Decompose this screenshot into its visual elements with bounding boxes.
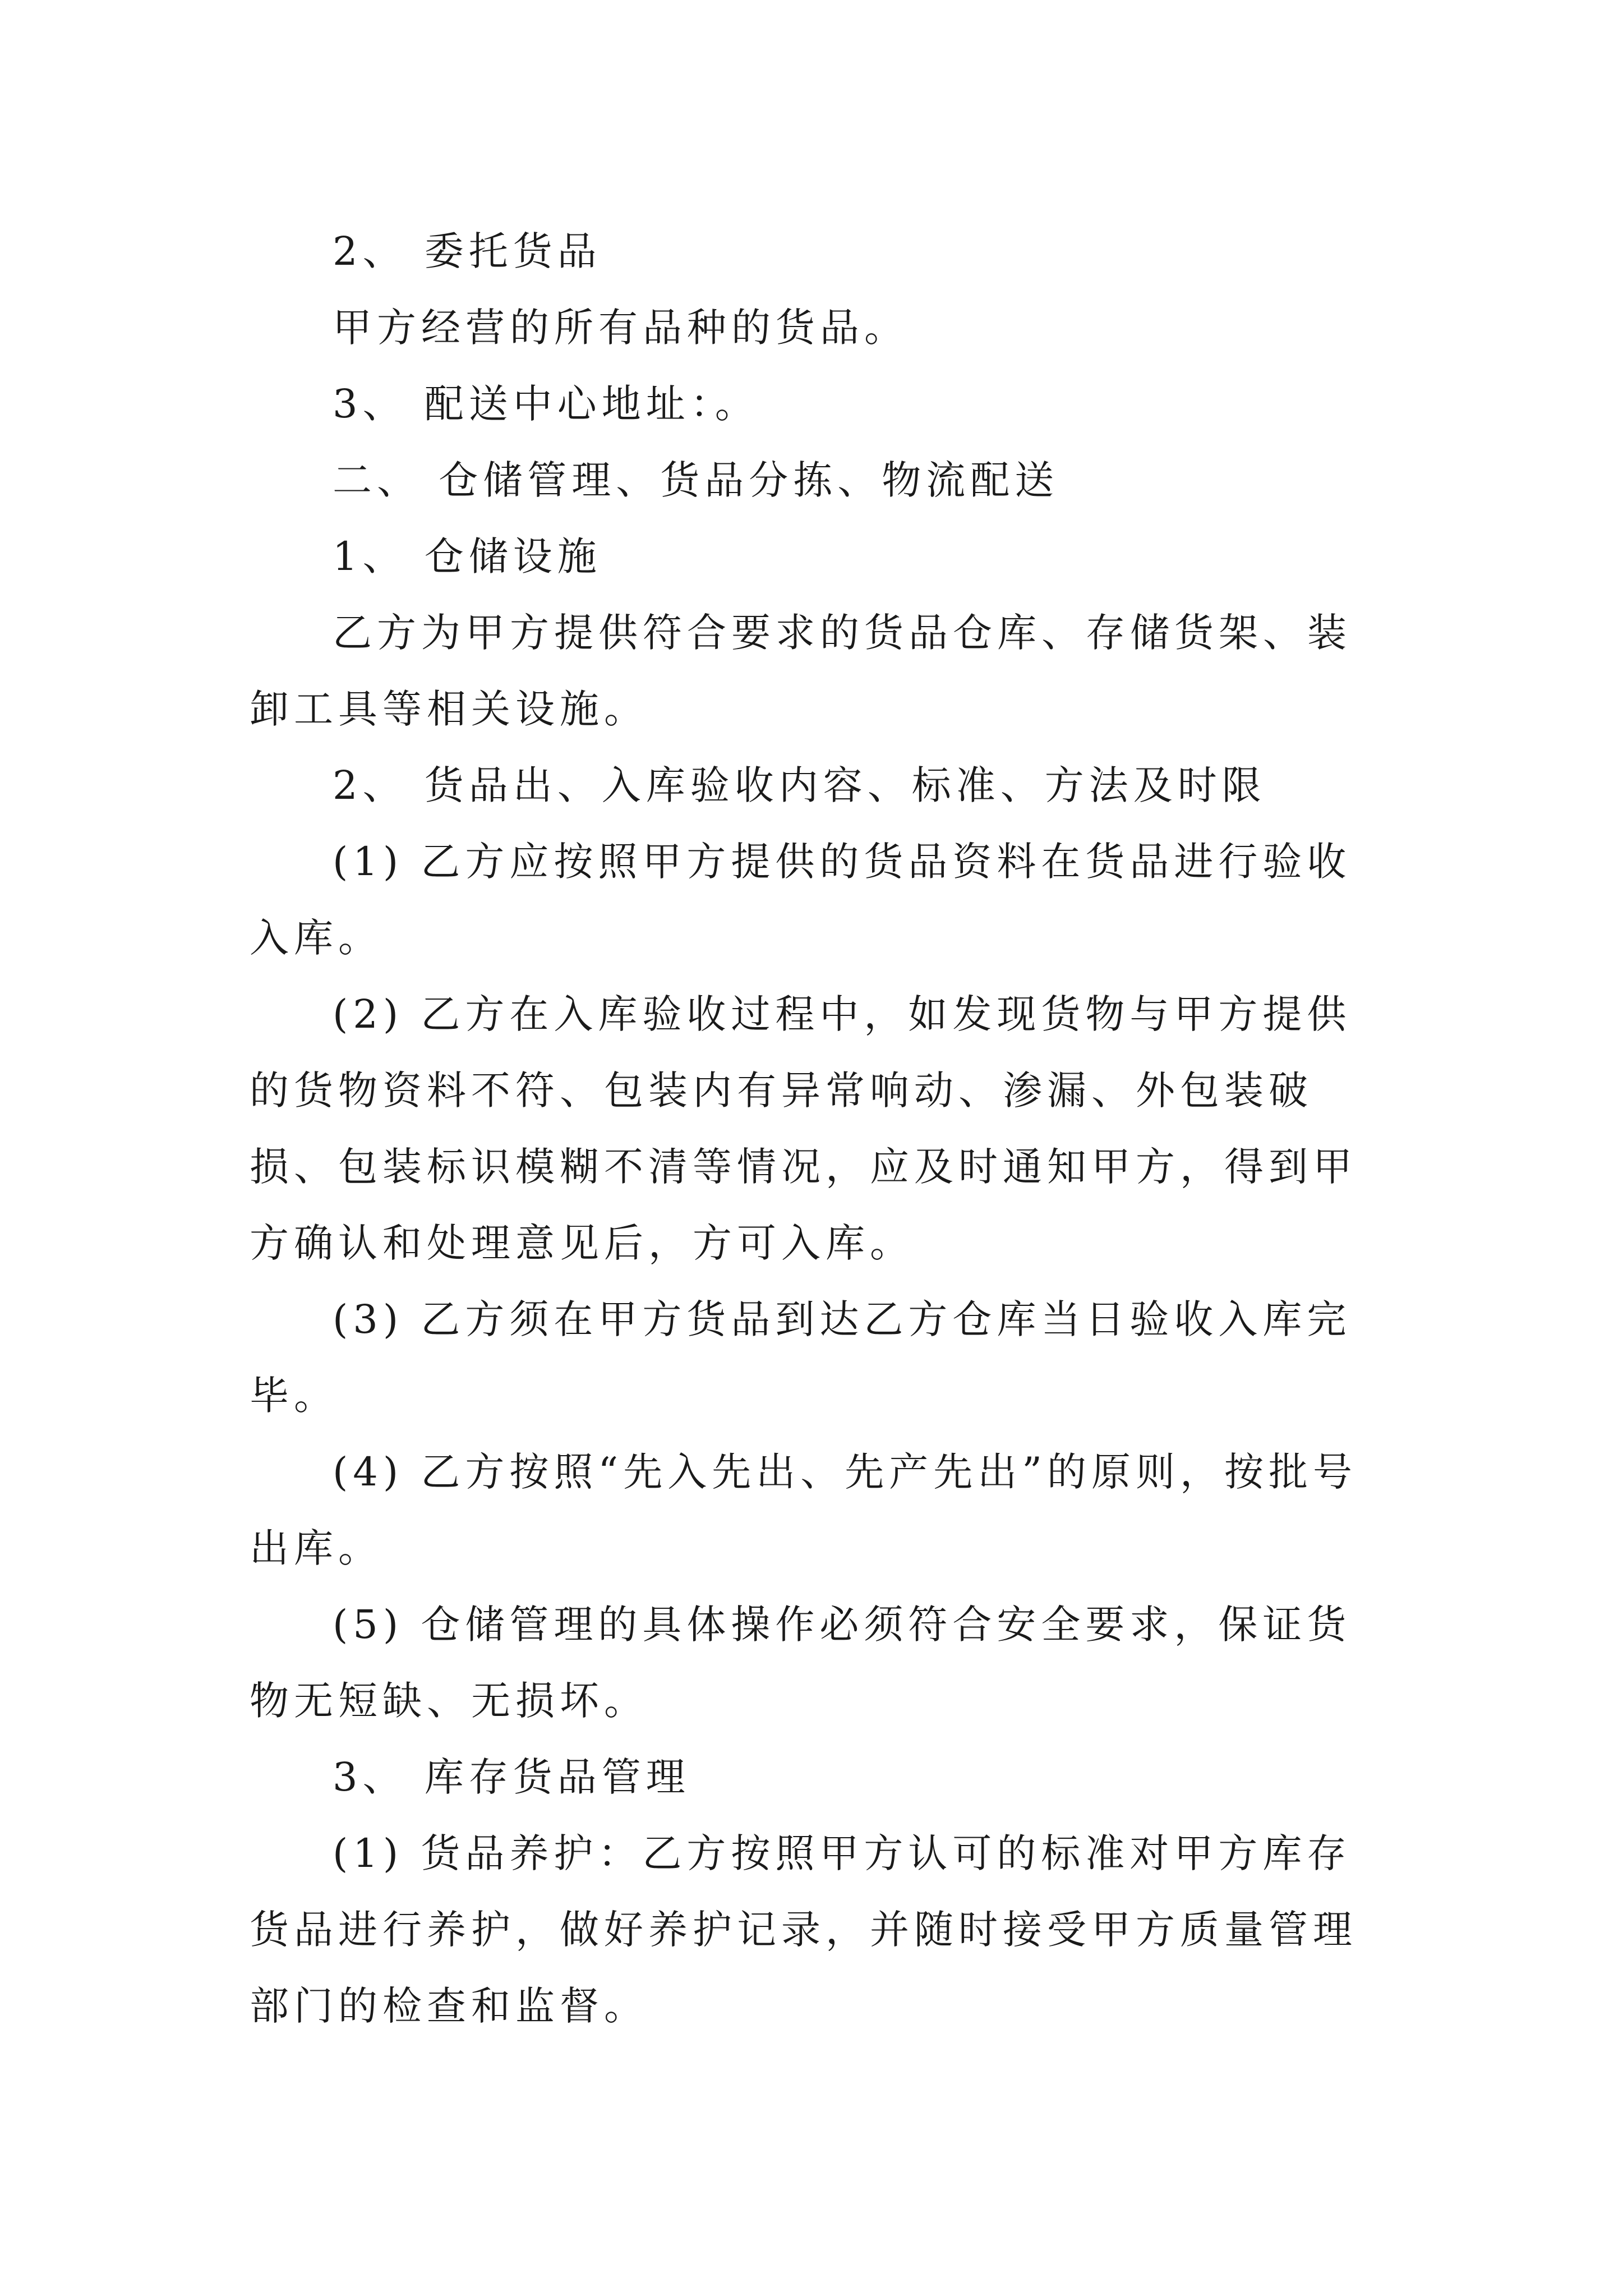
paragraph-entrusted-goods-desc: 甲方经营的所有品种的货品。: [333, 305, 909, 351]
clause-item-1: (1) 乙方应按照甲方提供的货品资料在货品进行验收入库。: [250, 839, 1352, 961]
clause-item-goods-maintenance: (1) 货品养护：乙方按照甲方认可的标准对甲方库存货品进行养护，做好养护记录，并随时接受甲方质量管理部门的检查和监督。: [250, 1830, 1357, 2029]
paragraph-storage-facilities-desc: 乙方为甲方提供符合要求的货品仓库、存储货架、装卸工具等相关设施。: [250, 610, 1352, 732]
section-heading-distribution-address: 3、 配送中心地址：。: [333, 381, 759, 427]
clause-item-3: (3) 乙方须在甲方货品到达乙方仓库当日验收入库完毕。: [250, 1296, 1352, 1419]
section-heading-storage-facilities: 1、 仓储设施: [333, 533, 602, 579]
chapter-heading-warehouse-management: 二、 仓储管理、货品分拣、物流配送: [333, 457, 1059, 503]
clause-item-2: (2) 乙方在入库验收过程中，如发现货物与甲方提供的货物资料不符、包装内有异常响动、渗漏、外包装破损、包装标识模糊不清等情况，应及时通知甲方，得到甲方确认和处理意见后，方可入库。: [250, 991, 1357, 1266]
clause-item-4: (4) 乙方按照“先入先出、先产先出”的原则，按批号出库。: [250, 1449, 1357, 1571]
section-heading-entrusted-goods: 2、 委托货品: [333, 228, 602, 274]
section-heading-inventory-management: 3、 库存货品管理: [333, 1754, 690, 1800]
clause-item-5: (5) 仓储管理的具体操作必须符合安全要求，保证货物无短缺、无损坏。: [250, 1602, 1352, 1724]
section-heading-inbound-outbound-inspection: 2、 货品出、入库验收内容、标准、方法及时限: [333, 762, 1266, 808]
document-body: [250, 213, 1388, 2044]
